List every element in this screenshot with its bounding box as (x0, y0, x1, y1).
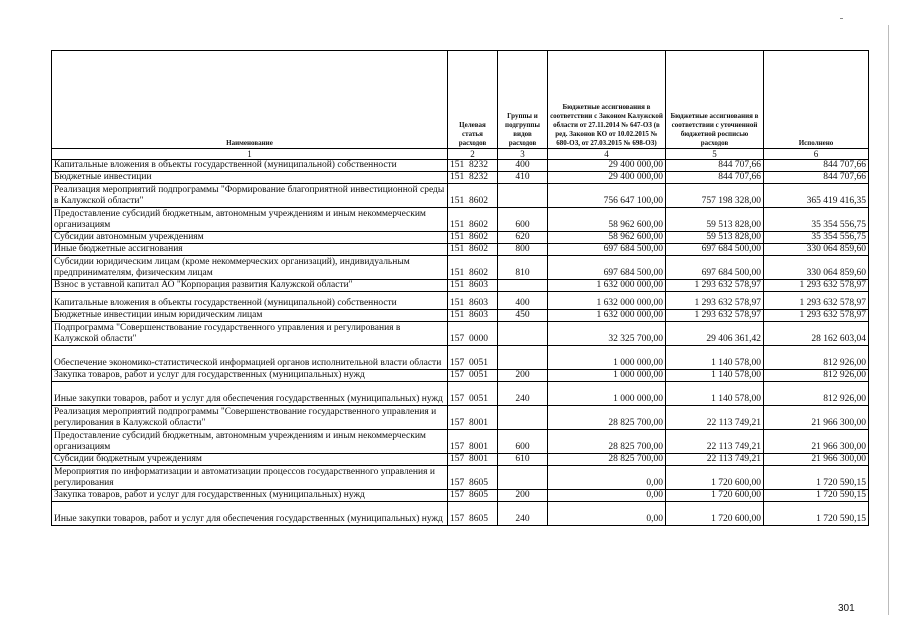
table-row (52, 208, 869, 232)
row-refined: 1 140 578,00 (666, 346, 764, 370)
row-target-article: 151 8602 (448, 244, 498, 256)
table-row (52, 160, 869, 172)
row-executed: 1 720 590,15 (764, 502, 869, 526)
row-executed: 812 926,00 (764, 346, 869, 370)
row-expense-group (498, 280, 548, 292)
row-refined: 22 113 749,21 (666, 430, 764, 454)
row-approved: 697 684 500,00 (548, 256, 666, 280)
header-executed: Исполнено (764, 51, 869, 149)
table-row (52, 490, 869, 502)
column-number: 5 (666, 149, 764, 160)
row-executed: 21 966 300,00 (764, 406, 869, 430)
row-executed: 1 293 632 578,97 (764, 310, 869, 322)
row-target-article: 157 8001 (448, 454, 498, 466)
row-target-article: 157 8605 (448, 466, 498, 490)
row-expense-group: 450 (498, 310, 548, 322)
row-executed: 330 064 859,60 (764, 256, 869, 280)
row-expense-group (498, 184, 548, 208)
row-name: Капитальные вложения в объекты государственной (муниципальной) собственности (52, 292, 448, 310)
scan-mark (840, 18, 843, 19)
row-target-article: 157 8605 (448, 490, 498, 502)
row-refined: 59 513 828,00 (666, 208, 764, 232)
header-target-article: Целевая статья расходов (448, 51, 498, 149)
table-row (52, 256, 869, 280)
row-approved: 0,00 (548, 466, 666, 490)
table-row (52, 406, 869, 430)
row-approved: 1 632 000 000,00 (548, 280, 666, 292)
table-row (52, 172, 869, 184)
row-expense-group: 810 (498, 256, 548, 280)
row-name: Иные закупки товаров, работ и услуг для обеспечения государственных (муниципальных) нужд (52, 502, 448, 526)
row-name: Иные закупки товаров, работ и услуг для обеспечения государственных (муниципальных) нужд (52, 382, 448, 406)
row-refined: 1 293 632 578,97 (666, 310, 764, 322)
scan-edge-line (888, 25, 889, 615)
row-refined: 1 293 632 578,97 (666, 292, 764, 310)
row-expense-group: 610 (498, 454, 548, 466)
row-name: Предоставление субсидий бюджетным, автономным учреждениям и иным некоммерческим организациям (52, 430, 448, 454)
table-row (52, 322, 869, 346)
table-row (52, 310, 869, 322)
row-name: Предоставление субсидий бюджетным, автономным учреждениям и иным некоммерческим организациям (52, 208, 448, 232)
row-executed: 844 707,66 (764, 172, 869, 184)
row-target-article: 157 0000 (448, 322, 498, 346)
column-number: 3 (498, 149, 548, 160)
row-name: Субсидии бюджетным учреждениям (52, 454, 448, 466)
header-expense-group: Группы и подгруппы видов расходов (498, 51, 548, 149)
row-approved: 29 400 000,00 (548, 172, 666, 184)
row-executed: 35 354 556,75 (764, 208, 869, 232)
column-number-row (52, 149, 869, 160)
row-refined: 844 707,66 (666, 172, 764, 184)
row-executed: 35 354 556,75 (764, 232, 869, 244)
row-name: Взнос в уставной капитал АО "Корпорация развития Калужской области" (52, 280, 448, 292)
row-expense-group (498, 322, 548, 346)
row-target-article: 151 8232 (448, 160, 498, 172)
row-target-article: 157 8001 (448, 406, 498, 430)
row-name: Иные бюджетные ассигнования (52, 244, 448, 256)
row-target-article: 151 8602 (448, 208, 498, 232)
row-target-article: 151 8603 (448, 310, 498, 322)
table-row (52, 244, 869, 256)
row-refined: 1 720 600,00 (666, 490, 764, 502)
row-approved: 28 825 700,00 (548, 430, 666, 454)
row-expense-group: 600 (498, 208, 548, 232)
row-target-article: 157 0051 (448, 382, 498, 406)
row-approved: 1 632 000 000,00 (548, 310, 666, 322)
row-executed: 365 419 416,35 (764, 184, 869, 208)
row-refined: 1 140 578,00 (666, 370, 764, 382)
row-executed: 330 064 859,60 (764, 244, 869, 256)
column-number: 1 (52, 149, 448, 160)
row-refined: 29 406 361,42 (666, 322, 764, 346)
row-approved: 58 962 600,00 (548, 208, 666, 232)
row-target-article: 157 0051 (448, 370, 498, 382)
row-refined: 59 513 828,00 (666, 232, 764, 244)
row-name: Обеспечение экономико-статистической информацией органов исполнительной власти области (52, 346, 448, 370)
row-target-article: 157 0051 (448, 346, 498, 370)
row-target-article: 157 8605 (448, 502, 498, 526)
table-row (52, 370, 869, 382)
row-executed: 28 162 603,04 (764, 322, 869, 346)
row-name: Закупка товаров, работ и услуг для государственных (муниципальных) нужд (52, 370, 448, 382)
row-refined: 22 113 749,21 (666, 406, 764, 430)
row-refined: 697 684 500,00 (666, 256, 764, 280)
row-approved: 756 647 100,00 (548, 184, 666, 208)
row-refined: 1 293 632 578,97 (666, 280, 764, 292)
table-row (52, 280, 869, 292)
row-refined: 22 113 749,21 (666, 454, 764, 466)
column-number: 6 (764, 149, 869, 160)
page-number: 301 (838, 603, 855, 614)
row-expense-group: 240 (498, 502, 548, 526)
row-expense-group (498, 466, 548, 490)
row-name: Капитальные вложения в объекты государственной (муниципальной) собственности (52, 160, 448, 172)
row-refined: 757 198 328,00 (666, 184, 764, 208)
row-approved: 32 325 700,00 (548, 322, 666, 346)
row-approved: 1 000 000,00 (548, 346, 666, 370)
row-name: Бюджетные инвестиции иным юридическим лицам (52, 310, 448, 322)
row-target-article: 151 8232 (448, 172, 498, 184)
row-approved: 29 400 000,00 (548, 160, 666, 172)
row-approved: 28 825 700,00 (548, 454, 666, 466)
row-name: Закупка товаров, работ и услуг для государственных (муниципальных) нужд (52, 490, 448, 502)
row-approved: 0,00 (548, 490, 666, 502)
row-approved: 1 632 000 000,00 (548, 292, 666, 310)
row-target-article: 151 8602 (448, 232, 498, 244)
row-refined: 844 707,66 (666, 160, 764, 172)
row-name: Бюджетные инвестиции (52, 172, 448, 184)
row-executed: 1 720 590,15 (764, 490, 869, 502)
row-target-article: 157 8001 (448, 430, 498, 454)
row-expense-group: 620 (498, 232, 548, 244)
row-name: Реализация мероприятий подпрограммы "Совершенствование государственного управления и регулирования в Калужской области" (52, 406, 448, 430)
row-approved: 1 000 000,00 (548, 382, 666, 406)
row-executed: 21 966 300,00 (764, 430, 869, 454)
column-number: 4 (548, 149, 666, 160)
row-executed: 812 926,00 (764, 370, 869, 382)
row-name: Подпрограмма "Совершенствование государственного управления и регулирования в Калужской области" (52, 322, 448, 346)
budget-table (51, 50, 869, 526)
row-refined: 1 140 578,00 (666, 382, 764, 406)
row-target-article: 151 8603 (448, 280, 498, 292)
table-row (52, 346, 869, 370)
row-executed: 1 293 632 578,97 (764, 292, 869, 310)
row-name: Реализация мероприятий подпрограммы "Формирование благоприятной инвестиционной среды в Калужской области" (52, 184, 448, 208)
row-refined: 1 720 600,00 (666, 466, 764, 490)
row-approved: 0,00 (548, 502, 666, 526)
row-approved: 697 684 500,00 (548, 244, 666, 256)
table-row (52, 232, 869, 244)
row-executed: 844 707,66 (764, 160, 869, 172)
row-target-article: 151 8603 (448, 292, 498, 310)
table-row (52, 454, 869, 466)
table-row (52, 382, 869, 406)
row-executed: 21 966 300,00 (764, 454, 869, 466)
row-executed: 1 720 590,15 (764, 466, 869, 490)
header-name: Наименование (52, 51, 448, 149)
row-expense-group: 600 (498, 430, 548, 454)
row-approved: 1 000 000,00 (548, 370, 666, 382)
table-row (52, 466, 869, 490)
row-expense-group: 400 (498, 160, 548, 172)
row-executed: 812 926,00 (764, 382, 869, 406)
row-name: Субсидии автономным учреждениям (52, 232, 448, 244)
table-row (52, 430, 869, 454)
row-approved: 28 825 700,00 (548, 406, 666, 430)
column-number: 2 (448, 149, 498, 160)
row-name: Мероприятия по информатизации и автоматизации процессов государственного управления и регулирования (52, 466, 448, 490)
header-row (52, 51, 869, 149)
row-expense-group: 200 (498, 490, 548, 502)
row-expense-group: 400 (498, 292, 548, 310)
row-expense-group: 240 (498, 382, 548, 406)
row-executed: 1 293 632 578,97 (764, 280, 869, 292)
table-row (52, 184, 869, 208)
row-expense-group: 800 (498, 244, 548, 256)
row-approved: 58 962 600,00 (548, 232, 666, 244)
row-name: Субсидии юридическим лицам (кроме некоммерческих организаций), индивидуальным предпринимателям, физическим лицам (52, 256, 448, 280)
row-target-article: 151 8602 (448, 256, 498, 280)
row-expense-group (498, 346, 548, 370)
row-expense-group: 410 (498, 172, 548, 184)
row-expense-group (498, 406, 548, 430)
row-refined: 697 684 500,00 (666, 244, 764, 256)
row-refined: 1 720 600,00 (666, 502, 764, 526)
row-expense-group: 200 (498, 370, 548, 382)
table-row (52, 292, 869, 310)
row-target-article: 151 8602 (448, 184, 498, 208)
table-row (52, 502, 869, 526)
header-refined-budget: Бюджетные ассигнования в соответствии с уточненной бюджетной росписью расходов (666, 51, 764, 149)
header-approved-law: Бюджетные ассигнования в соответствии с Законом Калужской области от 27.11.2014 № 647-ОЗ (в ред. Законов КО от 10.02.2015 № 680-ОЗ, от 27.03.2015 № 698-ОЗ) (548, 51, 666, 149)
